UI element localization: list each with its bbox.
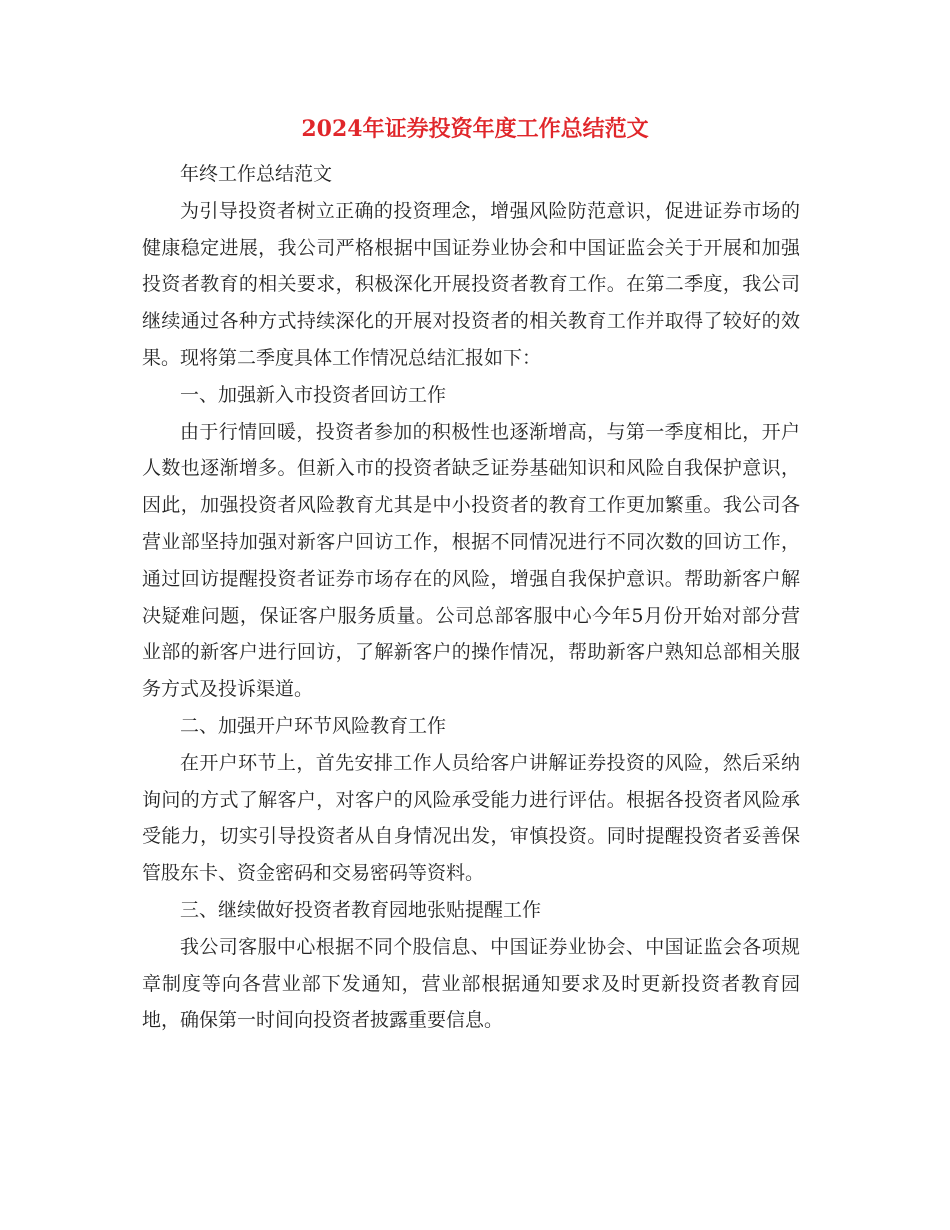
- document-title: 2024年证券投资年度工作总结范文: [301, 116, 649, 142]
- paragraph-subtitle: 年终工作总结范文: [180, 163, 333, 185]
- section-heading-1: 一、加强新入市投资者回访工作: [180, 383, 447, 406]
- document-body: [142, 156, 800, 1039]
- paragraph-intro: 为引导投资者树立正确的投资理念，增强风险防范意识，促进证券市场的健康稳定进展，我公司严格根据中国证券业协会和中国证监会关于开展和加强投资者教育的相关要求，积极深化开展投资者教育工作。在第二季度，我公司继续通过各种方式持续深化的开展对投资者的相关教育工作并取得了较好的效果。现将第二季度具体工作情况总结汇报如下：: [142, 199, 800, 369]
- paragraph-section-3: 我公司客服中心根据不同个股信息、中国证券业协会、中国证监会各项规章制度等向各营业部下发通知，营业部根据通知要求及时更新投资者教育园地，确保第一时间向投资者披露重要信息。: [142, 935, 800, 1032]
- section-heading-3: 三、继续做好投资者教育园地张贴提醒工作: [180, 898, 542, 921]
- paragraph-section-1: 由于行情回暖，投资者参加的积极性也逐渐增高，与第一季度相比，开户人数也逐渐增多。但新入市的投资者缺乏证券基础知识和风险自我保护意识，因此，加强投资者风险教育尤其是中小投资者的教育工作更加繁重。我公司各营业部坚持加强对新客户回访工作，根据不同情况进行不同次数的回访工作，通过回访提醒投资者证券市场存在的风险，增强自我保护意识。帮助新客户解决疑难问题，保证客户服务质量。公司总部客服中心今年5月份开始对部分营业部的新客户进行回访，了解新客户的操作情况，帮助新客户熟知总部相关服务方式及投诉渠道。: [142, 420, 800, 701]
- paragraph-section-2: 在开户环节上，首先安排工作人员给客户讲解证券投资的风险，然后采纳询问的方式了解客户，对客户的风险承受能力进行评估。根据各投资者风险承受能力，切实引导投资者从自身情况出发，审慎投资。同时提醒投资者妥善保管股东卡、资金密码和交易密码等资料。: [142, 751, 800, 885]
- section-heading-2: 二、加强开户环节风险教育工作: [180, 714, 447, 737]
